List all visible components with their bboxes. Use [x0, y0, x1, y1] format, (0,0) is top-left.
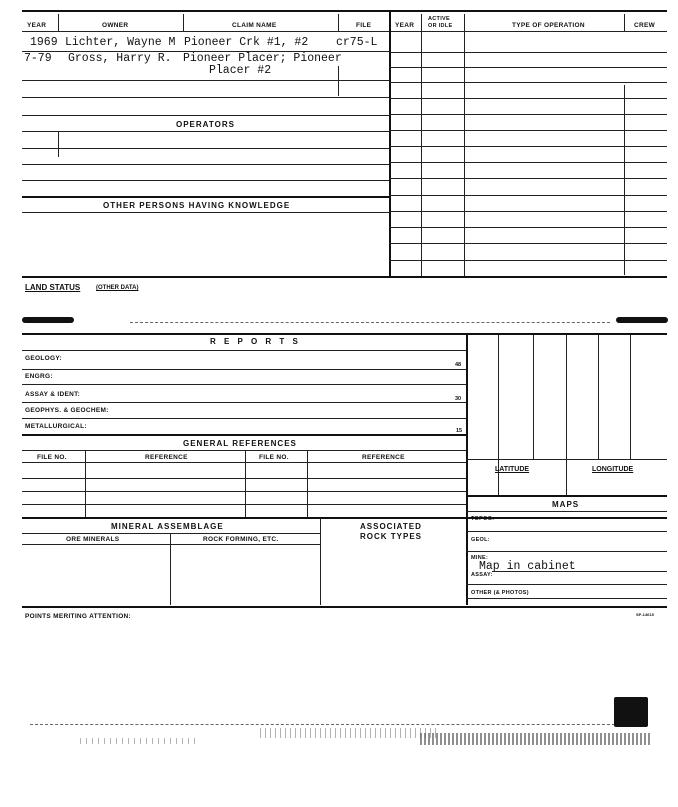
record-1-owner: Lichter, Wayne M [65, 36, 176, 49]
form-number: SP-14615 [636, 612, 654, 617]
report-assay: ASSAY & IDENT: [25, 391, 81, 398]
report-engrg: ENGRG: [25, 373, 53, 380]
maps-other: OTHER (& PHOTOS) [471, 590, 529, 596]
rock-forming-label: ROCK FORMING, ETC. [203, 536, 279, 543]
maps-topog: TOPOG: [471, 516, 495, 522]
record-table-bottom [22, 276, 667, 278]
points-meriting-attention: POINTS MERITING ATTENTION: [25, 613, 132, 620]
record-2-claim: Pioneer Placer; Pioneer [183, 52, 342, 65]
record-1-file: cr75-L [336, 36, 378, 49]
punch-mark-right [616, 317, 668, 323]
col-crew: CREW [634, 22, 656, 29]
report-geology: GEOLOGY: [25, 355, 62, 362]
rock-types-heading: ROCK TYPES [360, 532, 423, 541]
land-status-heading: LAND STATUS [25, 283, 81, 292]
ref-reference-1: REFERENCE [145, 454, 188, 461]
other-persons-heading: OTHER PERSONS HAVING KNOWLEDGE [103, 201, 291, 210]
record-2-owner: Gross, Harry R. [68, 52, 172, 65]
scan-blob [614, 697, 648, 727]
ref-file-no-1: FILE NO. [37, 454, 67, 461]
punch-mark-left [22, 317, 74, 323]
report-metallurgical: METALLURGICAL: [25, 423, 87, 430]
maps-assay: ASSAY: [471, 572, 493, 578]
report-num-48: 48 [455, 362, 462, 368]
general-references-heading: GENERAL REFERENCES [183, 439, 297, 448]
col-active: ACTIVE [428, 16, 450, 22]
associated-heading: ASSOCIATED [360, 522, 422, 531]
operators-heading: OPERATORS [176, 120, 235, 129]
ore-minerals-label: ORE MINERALS [66, 536, 120, 543]
ref-file-no-2: FILE NO. [259, 454, 289, 461]
ref-reference-2: REFERENCE [362, 454, 405, 461]
record-2-year: 7-79 [24, 52, 52, 65]
record-1-year: 1969 [30, 36, 58, 49]
maps-mine-value: Map in cabinet [479, 560, 576, 573]
reports-heading: R E P O R T S [210, 337, 301, 346]
col-or-idle: OR IDLE [428, 23, 453, 29]
maps-geol: GEOL: [471, 537, 490, 543]
report-num-30: 30 [455, 396, 462, 402]
header-rule [22, 31, 667, 32]
record-1-claim: Pioneer Crk #1, #2 [184, 36, 309, 49]
top-rule [22, 10, 667, 12]
col-year: YEAR [27, 22, 47, 29]
longitude-label: LONGITUDE [592, 466, 634, 473]
report-geophys: GEOPHYS. & GEOCHEM: [25, 407, 109, 414]
col-owner: OWNER [102, 22, 129, 29]
col-file: FILE [356, 22, 372, 29]
maps-heading: MAPS [552, 500, 580, 509]
latitude-label: LATITUDE [495, 466, 530, 473]
col-year2: YEAR [395, 22, 415, 29]
record-2-claim-cont: Placer #2 [209, 64, 272, 77]
report-num-15: 15 [456, 428, 463, 434]
col-type-of-operation: TYPE OF OPERATION [512, 22, 585, 29]
maps-mine: MINE: [471, 555, 489, 561]
mineral-assemblage-heading: MINERAL ASSEMBLAGE [111, 522, 224, 531]
col-claim-name: CLAIM NAME [232, 22, 277, 29]
land-status-sub: (OTHER DATA) [96, 285, 139, 291]
